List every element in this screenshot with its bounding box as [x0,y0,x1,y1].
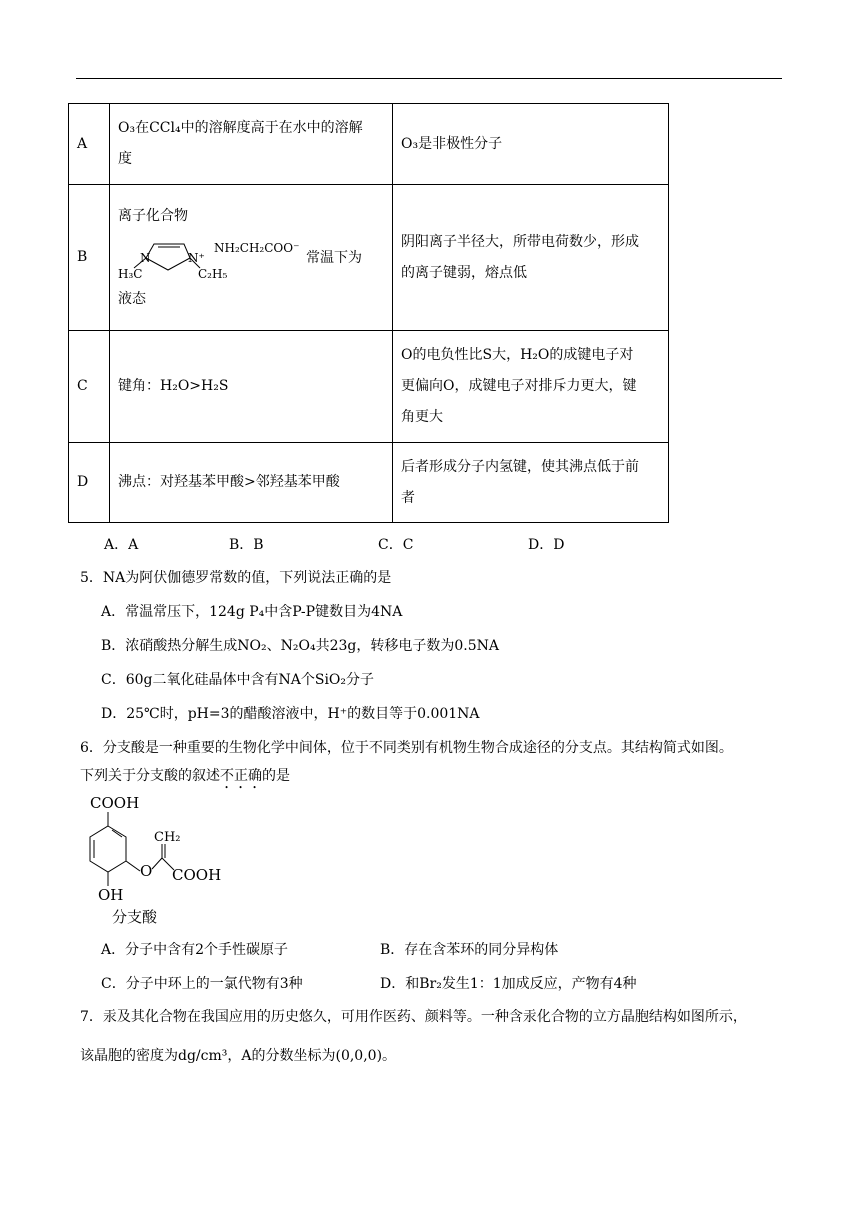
q6-stem-part: 的是 [262,768,290,784]
fact-suffix: 常温下为 [306,249,362,266]
row-label: C [69,331,110,443]
fact-line: 度 [118,151,132,167]
explain-cell [393,185,669,331]
question-4-table [68,103,669,523]
q4-option-c: C．C [378,537,414,553]
row-label: A [69,104,110,185]
fact-cell: 沸点：对羟基苯甲酸>邻羟基苯甲酸 [110,443,393,523]
fact-line: 液态 [118,290,146,307]
methylene-label: CH₂ [154,830,181,845]
fact-line: O₃在CCl₄中的溶解度高于在水中的溶解 [118,120,363,136]
explain-cell: O₃是非极性分子 [393,104,669,185]
q6-stem-line-1: 6．分支酸是一种重要的生物化学中间体，位于不同类别有机物生物合成途径的分支点。其结构简式如图。 [80,740,733,756]
explain-line: O的电负性比S大，H₂O的成键电子对 [401,347,634,363]
q4-option-b: B．B [229,537,264,553]
cooh-label: COOH [90,794,140,812]
explain-cell [393,443,669,523]
anion-label: NH₂CH₂COO⁻ [214,240,300,255]
oh-label: OH [98,886,124,904]
n-atom-label: N [140,250,151,265]
n-plus-label: N⁺ [188,250,205,265]
header-rule [76,78,782,79]
explain-line: 的离子键弱，熔点低 [401,264,527,281]
row-label: B [69,185,110,331]
explain-line: 后者形成分子内氢键，使其沸点低于前 [401,458,639,475]
q6-option-b: B．存在含苯环的同分异构体 [380,942,559,958]
q5-stem: 5．NA为阿伏伽德罗常数的值，下列说法正确的是 [80,570,392,586]
fact-cell: 键角：H₂O>H₂S [110,331,393,443]
q6-option-c: C．分子中环上的一氯代物有3种 [101,976,303,992]
explain-line: 阴阳离子半径大，所带电荷数少，形成 [401,233,639,250]
explain-line: 角更大 [401,409,443,425]
row-label: D [69,443,110,523]
fact-line: 离子化合物 [118,207,188,224]
q7-line-2: 该晶胞的密度为dg/cm³，A的分数坐标为(0,0,0)。 [80,1048,397,1064]
chorismic-acid-structure [88,794,238,928]
ether-o-label: O [140,862,153,880]
q4-option-a: A．A [104,537,139,553]
methyl-label: H₃C [118,266,143,280]
fact-cell [110,185,393,331]
q6-option-d: D．和Br₂发生1：1加成反应，产物有4种 [380,976,637,992]
table-row [69,185,669,331]
explain-line: 者 [401,489,415,506]
ionic-compound-row [118,236,384,280]
explain-cell [393,331,669,443]
cooh-label-2: COOH [172,866,222,884]
fact-cell [110,104,393,185]
table-row [69,104,669,185]
ethyl-label: C₂H₅ [198,266,228,280]
q6-stem-emphasis: 不正确 [220,768,262,784]
q6-stem-part: 下列关于分支酸的叙述 [80,768,220,784]
structure-caption: 分支酸 [112,908,158,926]
q6-option-a: A．分子中含有2个手性碳原子 [101,942,289,958]
imidazolium-structure [118,236,306,280]
explain-line: 更偏向O，成键电子对排斥力更大，键 [401,378,637,394]
table-row [69,443,669,523]
q5-option-c: C．60g二氧化硅晶体中含有NA个SiO₂分子 [101,672,375,688]
q5-option-a: A．常温常压下，124g P₄中含P-P键数目为4NA [101,604,403,620]
q4-option-d: D．D [528,537,565,553]
q6-stem-line-2 [80,765,290,792]
q7-line-1: 7．汞及其化合物在我国应用的历史悠久，可用作医药、颜料等。一种含汞化合物的立方晶胞结构如图所示， [80,1009,747,1025]
q5-option-d: D．25℃时，pH=3的醋酸溶液中，H⁺的数目等于0.001NA [101,706,480,722]
table-row [69,331,669,443]
q5-option-b: B．浓硝酸热分解生成NO₂、N₂O₄共23g，转移电子数为0.5NA [101,638,499,654]
